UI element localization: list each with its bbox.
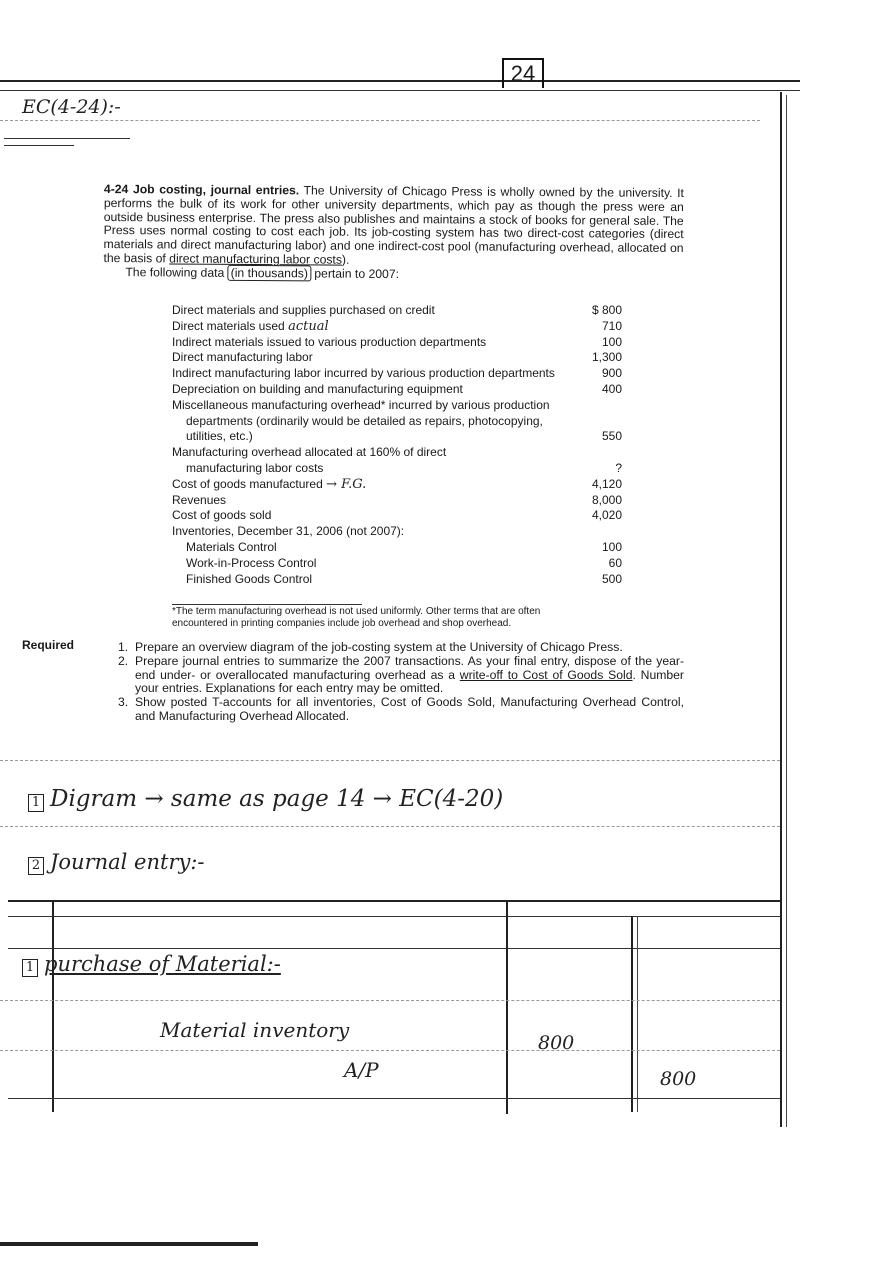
requirements xyxy=(118,641,684,724)
exercise-heading: EC(4-24):- xyxy=(22,96,121,118)
ledger-top-2 xyxy=(8,916,780,917)
table-row: Work-in-Process Control 60 xyxy=(186,555,622,570)
handwritten-note: → F.G. xyxy=(326,476,367,492)
table-row: Finished Goods Control 500 xyxy=(186,571,622,586)
journal-number: 2 xyxy=(28,857,44,875)
problem-text xyxy=(103,183,684,284)
required-label: Required xyxy=(22,638,75,652)
diagram-note: 1 Digram → same as page 14 → EC(4-20) xyxy=(28,786,503,812)
requirement-item: 3. Show posted T-accounts for all inventories, Cost of Goods Sold, Manufacturing Overhead Control, and Manufacturing Overhead Allocated. xyxy=(118,695,684,723)
table-row: Revenues 8,000 xyxy=(172,492,622,507)
heading-underline xyxy=(0,120,760,121)
footnote-rule xyxy=(172,604,362,605)
table-row: Direct manufacturing labor 1,300 xyxy=(172,350,622,365)
ruled-line xyxy=(0,1000,780,1001)
ruled-line xyxy=(0,1050,780,1051)
diagram-number: 1 xyxy=(28,794,44,812)
table-row: Cost of goods sold 4,020 xyxy=(172,508,622,523)
table-row: Indirect manufacturing labor incurred by various production departments 900 xyxy=(172,366,622,381)
problem-number: 4-24 xyxy=(103,182,129,197)
requirement-item: 1. Prepare an overview diagram of the job-costing system at the University of Chicago Press. xyxy=(118,640,623,654)
problem-title: Job costing, journal entries. xyxy=(132,182,300,198)
ledger-rule xyxy=(8,948,780,949)
table-row: Materials Control 100 xyxy=(186,539,622,554)
table-row: Manufacturing overhead allocated at 160% of direct xyxy=(172,445,447,460)
bottom-scan-edge xyxy=(0,1242,258,1246)
entry-title: 1 purchase of Material:- xyxy=(22,952,281,977)
units-note: (in thousands) xyxy=(228,265,311,282)
requirement-item: 2. Prepare journal entries to summarize the 2007 transactions. As your final entry, dispose of the year-end under- or overallocated manufacturing overhead as a write-off to Cost of Goods Sold. Number your entries. Explanations for each entry may be omitted. xyxy=(118,653,684,696)
top-rule-2 xyxy=(0,90,800,91)
allocation-basis: direct manufacturing labor costs xyxy=(169,251,343,267)
table-row: manufacturing labor costs ? xyxy=(186,460,622,475)
credit-account: A/P xyxy=(344,1058,379,1082)
right-margin-line xyxy=(780,92,782,1127)
arrow-line xyxy=(4,138,130,139)
table-row: Cost of goods manufactured → F.G. 4,120 xyxy=(172,476,622,492)
page-number: 24 xyxy=(502,58,544,88)
right-margin-line-2 xyxy=(786,95,787,1127)
section-rule xyxy=(0,760,780,761)
intro-end: ). xyxy=(341,252,350,267)
table-row: departments (ordinarily would be detailed as repairs, photocopying, xyxy=(186,413,543,428)
debit-amount: 800 xyxy=(538,1032,575,1054)
ruled-line xyxy=(0,826,780,827)
ledger-top xyxy=(8,900,780,902)
table-row: Direct materials used actual 710 xyxy=(172,318,622,334)
table-row: Direct materials and supplies purchased on credit $ 800 xyxy=(172,303,622,317)
table-row: utilities, etc.) 550 xyxy=(186,429,622,444)
table-row: Depreciation on building and manufacturing equipment 400 xyxy=(172,381,622,396)
ledger-debit-col xyxy=(506,902,508,1114)
data-intro-post: pertain to 2007: xyxy=(314,266,400,281)
table-row: Inventories, December 31, 2006 (not 2007): xyxy=(172,524,405,539)
handwritten-note: actual xyxy=(288,318,329,334)
ledger-bottom xyxy=(8,1098,780,1099)
journal-note: 2 Journal entry:- xyxy=(28,850,205,875)
ledger-left-col xyxy=(52,902,54,1112)
table-row: Indirect materials issued to various production departments 100 xyxy=(172,334,622,349)
arrow-line-2 xyxy=(4,145,74,146)
table-row: Miscellaneous manufacturing overhead* incurred by various production xyxy=(172,397,550,412)
data-intro-pre: The following data xyxy=(125,264,225,280)
top-rule xyxy=(0,80,800,82)
ledger-credit-col-2 xyxy=(637,916,638,1112)
data-table xyxy=(172,303,622,587)
ledger-credit-col xyxy=(631,916,633,1112)
footnote: *The term manufacturing overhead is not used uniformly. Other terms that are often encountered in printing companies include job overhead and shop overhead. xyxy=(172,606,541,629)
credit-amount: 800 xyxy=(660,1068,697,1090)
debit-account: Material inventory xyxy=(160,1018,350,1042)
entry-number: 1 xyxy=(22,959,38,977)
problem-intro: The University of Chicago Press is wholly owned by the university. It performs the bulk of its work for other university departments, which pay as though the press were an outside business enterprise. The press also publishes and maintains a stock of books for general sale. The Press uses normal costing to cost each job. Its job-costing system has two direct-cost categories (direct materials and direct manufacturing labor) and one indirect-cost pool (manufacturing overhead, allocated on the basis of xyxy=(103,183,684,266)
